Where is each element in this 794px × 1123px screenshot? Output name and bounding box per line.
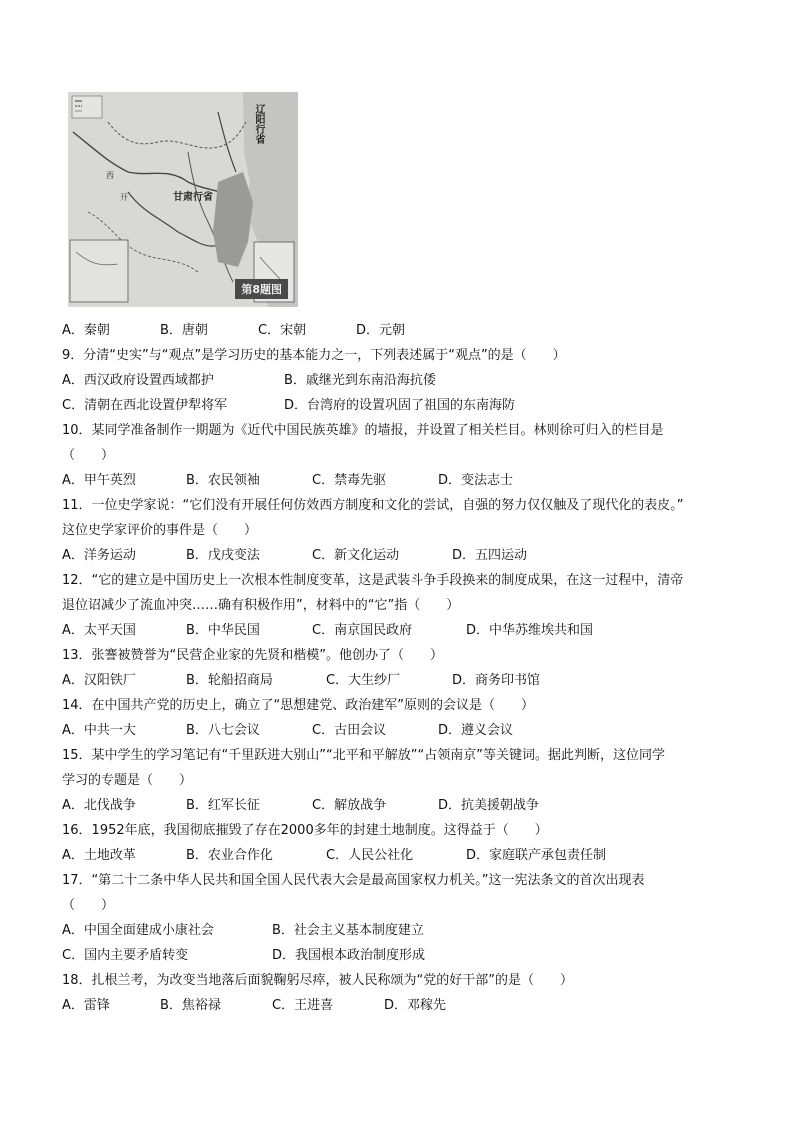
q15-option-c[interactable]: C．解放战争 bbox=[312, 798, 387, 813]
q12-stem-line2: 退位诏减少了流血冲突……确有积极作用”，材料中的“它”指（ ） bbox=[62, 598, 460, 613]
q15-option-a[interactable]: A．北伐战争 bbox=[62, 798, 136, 813]
q14-option-b[interactable]: B．八七会议 bbox=[186, 723, 260, 738]
q15-stem-line2: 学习的专题是（ ） bbox=[62, 773, 193, 788]
q11-option-a[interactable]: A．洋务运动 bbox=[62, 548, 136, 563]
q12-option-b[interactable]: B．中华民国 bbox=[186, 623, 260, 638]
q18-option-b[interactable]: B．焦裕禄 bbox=[160, 998, 221, 1013]
q17-option-c[interactable]: C．国内主要矛盾转变 bbox=[62, 948, 189, 963]
q17-options-row2 bbox=[62, 943, 742, 968]
q13-option-c[interactable]: C．大生纱厂 bbox=[326, 673, 401, 688]
q9-stem: 9．分清“史实”与“观点”是学习历史的基本能力之一，下列表述属于“观点”的是（ ） bbox=[62, 348, 566, 363]
q8-option-c[interactable]: C．宋朝 bbox=[258, 323, 307, 338]
map-label-xi: 西 bbox=[106, 171, 114, 180]
q9-option-d[interactable]: D．台湾府的设置巩固了祖国的东南海防 bbox=[284, 398, 516, 413]
q15-stem-line1: 15．某中学生的学习笔记有“千里跃进大别山”“北平和平解放”“占领南京”等关键词。据此判断，这位同学 bbox=[62, 748, 665, 763]
q11-option-c[interactable]: C．新文化运动 bbox=[312, 548, 400, 563]
q15-option-b[interactable]: B．红军长征 bbox=[186, 798, 260, 813]
q17-stem-line2: （ ） bbox=[62, 898, 115, 913]
q14-option-c[interactable]: C．古田会议 bbox=[312, 723, 387, 738]
q18-option-d[interactable]: D．邓稼先 bbox=[384, 998, 447, 1013]
q9-option-c[interactable]: C．清朝在西北设置伊犁将军 bbox=[62, 398, 228, 413]
q16-options bbox=[62, 843, 742, 868]
q8-options bbox=[62, 318, 742, 343]
historical-map-figure bbox=[68, 92, 298, 307]
q8-option-d[interactable]: D．元朝 bbox=[356, 323, 406, 338]
q14-stem: 14．在中国共产党的历史上，确立了“思想建党、政治建军”原则的会议是（ ） bbox=[62, 698, 535, 713]
q10-stem-line1: 10．某同学准备制作一期题为《近代中国民族英雄》的墙报，并设置了相关栏目。林则徐可归入的栏目是 bbox=[62, 423, 664, 438]
q13-option-d[interactable]: D．商务印书馆 bbox=[452, 673, 541, 688]
q10-stem-line2: （ ） bbox=[62, 448, 115, 463]
q18-option-c[interactable]: C．王进喜 bbox=[272, 998, 334, 1013]
q13-stem: 13．张謇被赞誉为“民营企业家的先贤和楷模”。他创办了（ ） bbox=[62, 648, 444, 663]
q13-options bbox=[62, 668, 742, 693]
q17-options-row1 bbox=[62, 918, 742, 943]
q15-options bbox=[62, 793, 742, 818]
q9-option-a[interactable]: A．西汉政府设置西域都护 bbox=[62, 373, 214, 388]
q18-option-a[interactable]: A．雷锋 bbox=[62, 998, 110, 1013]
q11-stem-line2: 这位史学家评价的事件是（ ） bbox=[62, 523, 258, 538]
q14-options bbox=[62, 718, 742, 743]
q14-option-d[interactable]: D．遵义会议 bbox=[438, 723, 514, 738]
q10-option-c[interactable]: C．禁毒先驱 bbox=[312, 473, 387, 488]
q10-option-d[interactable]: D．变法志士 bbox=[438, 473, 514, 488]
q14-option-a[interactable]: A．中共一大 bbox=[62, 723, 136, 738]
q11-option-d[interactable]: D．五四运动 bbox=[452, 548, 528, 563]
q17-option-a[interactable]: A．中国全面建成小康社会 bbox=[62, 923, 214, 938]
q12-option-d[interactable]: D．中华苏维埃共和国 bbox=[466, 623, 594, 638]
q17-option-b[interactable]: B．社会主义基本制度建立 bbox=[272, 923, 424, 938]
q16-stem: 16．1952年底，我国彻底摧毁了存在2000多年的封建土地制度。这得益于（ ） bbox=[62, 823, 548, 838]
map-label-kai: 开 bbox=[120, 193, 128, 202]
q11-options bbox=[62, 543, 742, 568]
q17-stem-line1: 17．“第二十二条中华人民共和国全国人民代表大会是最高国家权力机关。”这一宪法条文的首次出现表 bbox=[62, 873, 645, 888]
q18-stem: 18．扎根兰考，为改变当地落后面貌鞠躬尽瘁，被人民称颂为“党的好干部”的是（ ） bbox=[62, 973, 574, 988]
q9-options-row1 bbox=[62, 368, 742, 393]
q10-option-a[interactable]: A．甲午英烈 bbox=[62, 473, 136, 488]
q11-stem-line1: 11．一位史学家说：“它们没有开展任何仿效西方制度和文化的尝试，自强的努力仅仅触及了现代化的表皮。” bbox=[62, 498, 684, 513]
q15-option-d[interactable]: D．抗美援朝战争 bbox=[438, 798, 540, 813]
q13-option-a[interactable]: A．汉阳铁厂 bbox=[62, 673, 136, 688]
q12-stem-line1: 12．“它的建立是中国历史上一次根本性制度变革，这是武装斗争手段换来的制度成果，在这一过程中，清帝 bbox=[62, 573, 684, 588]
q10-option-b[interactable]: B．农民领袖 bbox=[186, 473, 260, 488]
q18-options bbox=[62, 993, 742, 1018]
q12-options bbox=[62, 618, 742, 643]
q12-option-a[interactable]: A．太平天国 bbox=[62, 623, 136, 638]
q16-option-b[interactable]: B．农业合作化 bbox=[186, 848, 273, 863]
q8-option-b[interactable]: B．唐朝 bbox=[160, 323, 208, 338]
figure-caption: 第8题图 bbox=[235, 279, 288, 299]
question-list bbox=[62, 318, 742, 1018]
q11-option-b[interactable]: B．戊戌变法 bbox=[186, 548, 260, 563]
q10-options bbox=[62, 468, 742, 493]
map-label-liaoyang: 辽阳行省 bbox=[253, 104, 264, 144]
q16-option-a[interactable]: A．土地改革 bbox=[62, 848, 136, 863]
q16-option-c[interactable]: C．人民公社化 bbox=[326, 848, 414, 863]
q9-option-b[interactable]: B．戚继光到东南沿海抗倭 bbox=[284, 373, 436, 388]
q17-option-d[interactable]: D．我国根本政治制度形成 bbox=[272, 948, 426, 963]
map-label-gansu: 甘肃行省 bbox=[173, 192, 213, 203]
q12-option-c[interactable]: C．南京国民政府 bbox=[312, 623, 413, 638]
q13-option-b[interactable]: B．轮船招商局 bbox=[186, 673, 273, 688]
q9-options-row2 bbox=[62, 393, 742, 418]
q16-option-d[interactable]: D．家庭联产承包责任制 bbox=[466, 848, 607, 863]
q8-option-a[interactable]: A．秦朝 bbox=[62, 323, 110, 338]
